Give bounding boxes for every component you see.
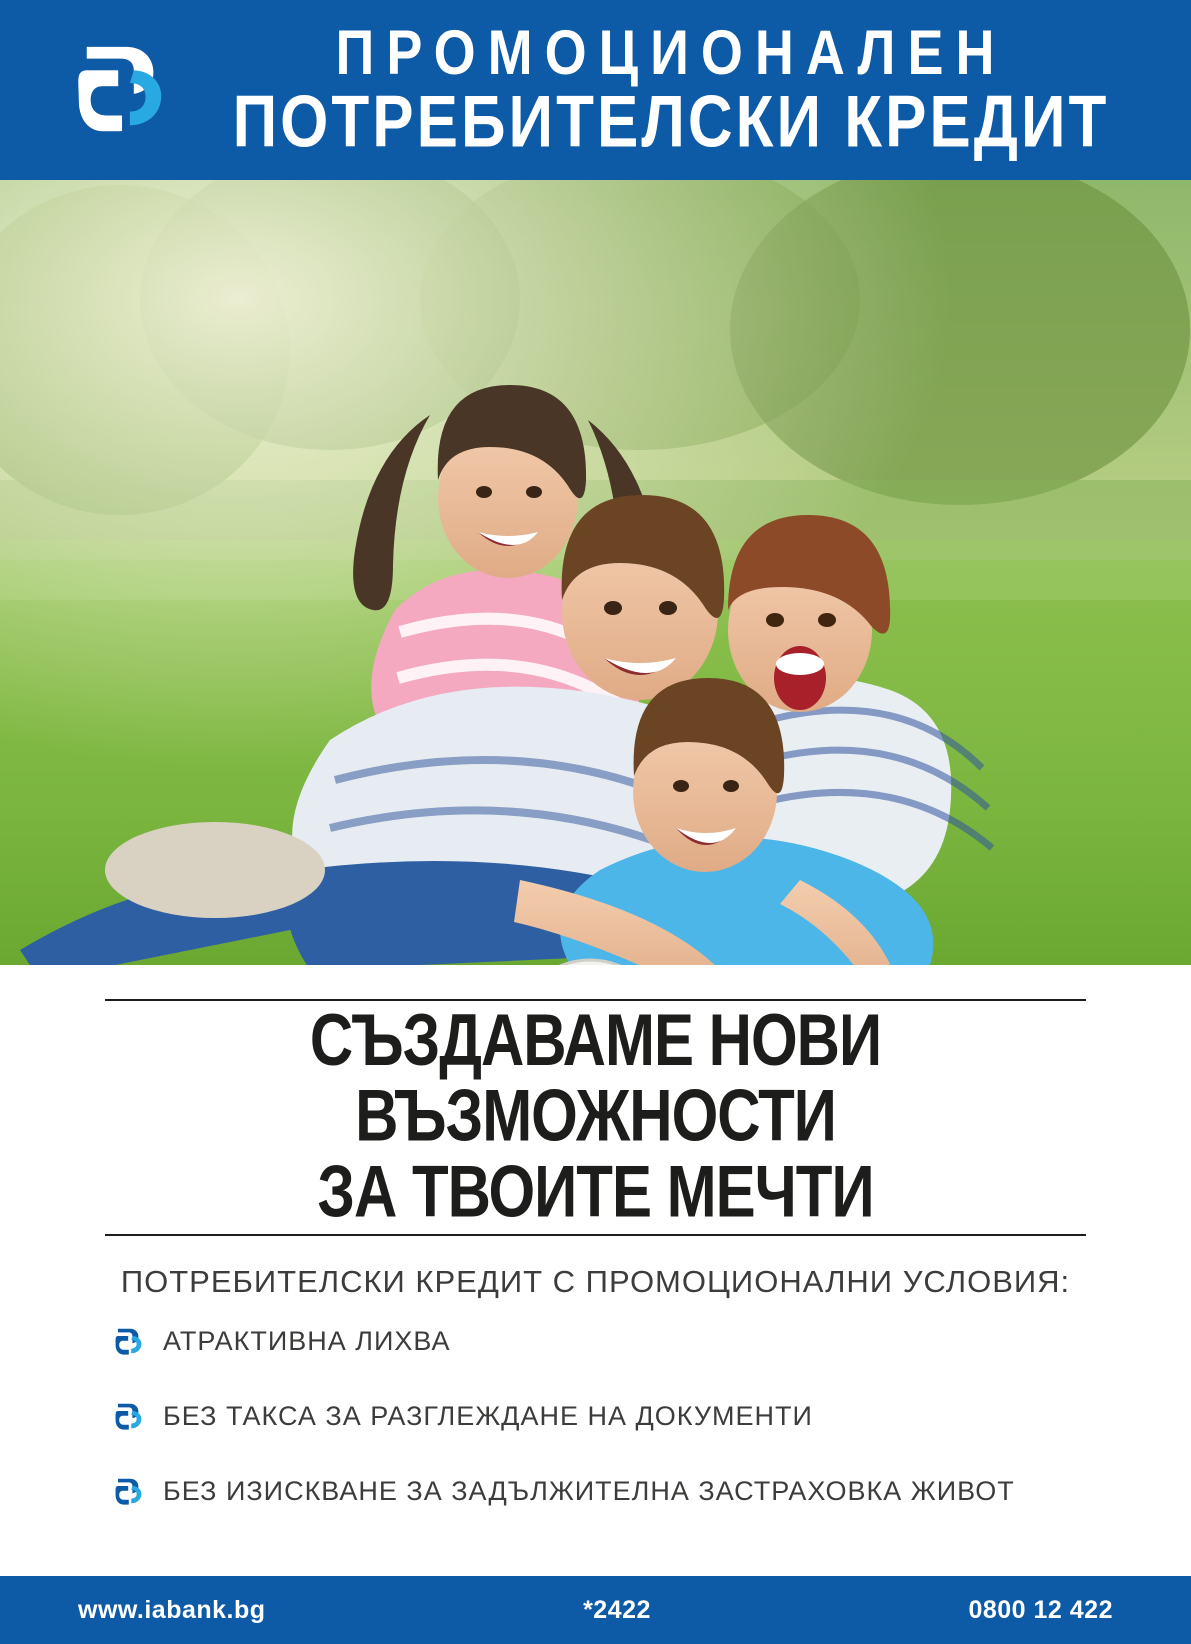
header-title-block: [201, 18, 1161, 163]
short-number[interactable]: *2422: [583, 1595, 651, 1624]
header-title-line1: ПРОМОЦИОНАЛЕН: [335, 18, 1007, 88]
headline-line-2: ЗА ТВОИТЕ МЕЧТИ: [317, 1149, 874, 1232]
poster-header: [0, 0, 1191, 180]
bullet-logo-icon: [115, 1477, 145, 1507]
subheadline: ПОТРЕБИТЕЛСКИ КРЕДИТ С ПРОМОЦИОНАЛНИ УСЛОВИЯ:: [120, 1264, 1071, 1300]
phone-number[interactable]: 0800 12 422: [968, 1595, 1113, 1624]
benefit-label: БЕЗ ИЗИСКВАНЕ ЗА ЗАДЪЛЖИТЕЛНА ЗАСТРАХОВКА ЖИВОТ: [163, 1476, 1015, 1507]
bullet-logo-icon: [115, 1327, 145, 1357]
website-link[interactable]: www.iabank.bg: [78, 1595, 266, 1624]
ia-bank-logo-icon: [75, 41, 173, 139]
poster-body: [0, 965, 1191, 1576]
poster-footer: [0, 1576, 1191, 1644]
benefits-list: [105, 1326, 1086, 1507]
list-item: [115, 1326, 1086, 1357]
header-title-line2: ПОТРЕБИТЕЛСКИ КРЕДИТ: [232, 81, 1110, 163]
benefit-label: БЕЗ ТАКСА ЗА РАЗГЛЕЖДАНЕ НА ДОКУМЕНТИ: [163, 1401, 813, 1432]
bullet-logo-icon: [115, 1402, 145, 1432]
page-title: [105, 986, 1086, 1244]
benefit-label: АТРАКТИВНА ЛИХВА: [163, 1326, 451, 1357]
list-item: [115, 1476, 1086, 1507]
list-item: [115, 1401, 1086, 1432]
headline-line-1: СЪЗДАВАМЕ НОВИ ВЪЗМОЖНОСТИ: [309, 999, 882, 1157]
hero-photo: [0, 180, 1191, 965]
